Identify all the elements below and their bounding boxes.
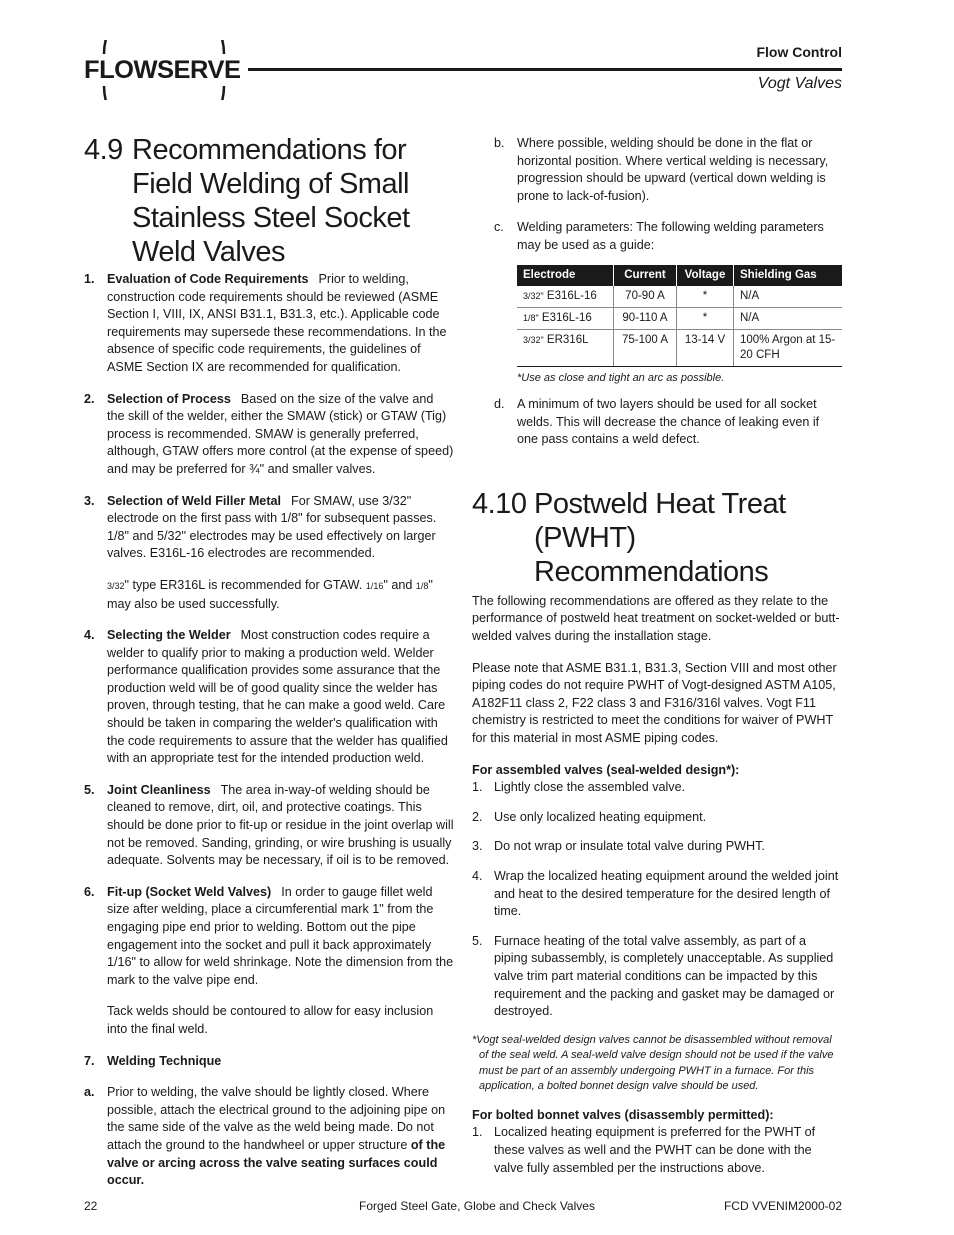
list-item: 3. Selection of Weld Filler Metal For SMAW, use 3/32" electrode on the first pass with 1/8" for subsequent passes. 1/8" and 5/32" electrodes may be used effectively on larger valves. E316L-16 electrodes are recommended.	[84, 493, 437, 561]
item-lead: Selecting the Welder	[107, 628, 231, 643]
item-text: Welding parameters: The following welding parameters may be used as a guide:	[517, 220, 824, 252]
item-text: Where possible, welding should be done in the flat or horizontal position. Where vertical welding is necessary, progression should be upward (vertical down welding is prone to lack-of-fusion).	[517, 136, 829, 203]
cell-electrode: 3/32" ER316L	[517, 329, 614, 366]
col-header-electrode: Electrode	[517, 265, 614, 286]
section-title: Postweld Heat Treat (PWHT) Recommendations	[534, 487, 786, 588]
section-number: 4.10	[472, 487, 527, 520]
cell-electrode: 3/32" E316L-16	[517, 286, 614, 308]
cell-voltage: 13-14 V	[677, 329, 734, 366]
item-text: The area in-way-of welding should be cleaned to remove, dirt, oil, and protective coatings. This should be done prior to fit-up or residue in the joint overlap will not be removed. Sanding, grinding, or wire brushing is usually adequate. Solvents may be necessary, if oil is to be removed.	[107, 782, 454, 868]
cell-gas: 100% Argon at 15-20 CFH	[734, 329, 843, 366]
company-tag: Flow Control	[756, 44, 842, 60]
section-heading-4-10	[472, 487, 842, 589]
table-note: *Use as close and tight an arc as possible.	[517, 371, 725, 384]
item-lead: Selection of Process	[107, 391, 231, 406]
item-text: Based on the size of the valve and the skill of the welder, either the SMAW (stick) or GTAW (Tig) process is recommended. SMAW is generally preferred, although, GTAW offers more control (at the expense of speed) and may be preferred for ¾" and smaller valves.	[107, 391, 454, 476]
cell-voltage: *	[677, 307, 734, 329]
section-number: 4.9	[84, 134, 123, 166]
list-item: 1. Evaluation of Code Requirements Prior to welding, construction code requirements should be reviewed (ASME Section I, VIII, IX, ANSI B31.1, B31.3, etc.). Applicable code requirements may supersede these recommendations. In the absence of specific code requirements, the guidelines of ASME Section IX are recommended for qualification.	[84, 272, 447, 374]
assembled-heading: For assembled valves (seal-welded design*):	[472, 762, 740, 777]
item-continuation: Tack welds should be contoured to allow for easy inclusion into the final weld.	[107, 1004, 434, 1036]
item-text: Most construction codes require a welder to qualify prior to making a production weld. Welder performance qualification provides some assurance that the production weld will be of good quality since the welder has proven, through testing, that he can make a good weld. Care should be taken in comparing the welder's qualification with the code requirements to assure that the welder has qualified with an appropriate test for the intended production weld.	[107, 628, 448, 766]
footnote: *Vogt seal-welded design valves cannot be disassembled without removal of the seal weld. A seal-weld valve design should not be used if the valve must be part of an assembly undergoing PWHT in a furnace. For this application, a bolted bonnet design valve should be used.	[472, 1033, 834, 1093]
item-text: Prior to welding, the valve should be lightly closed. Where possible, attach the electrical ground to the adjoining pipe on the same side of the valve as the weld being made. Do not attach the ground to the handwheel or upper structure	[107, 1085, 446, 1152]
table-row	[517, 307, 842, 329]
paragraph: Please note that ASME B31.1, B31.3, Section VIII and most other piping codes do not require PWHT of Vogt-designed ASTM A105, A182F11 class 2, F22 class 3 and F316/316l valves. Vogt F11 chemistry is restricted to meet the conditions for waiver of PWHT for this material in most ASME piping codes.	[472, 660, 837, 745]
list-item: 7. Welding Technique	[84, 1053, 222, 1068]
cell-voltage: *	[677, 286, 734, 308]
item-lead: Evaluation of Code Requirements	[107, 272, 309, 286]
welding-parameters-table	[517, 265, 842, 367]
list-item: 2. Selection of Process Based on the size of the valve and the skill of the welder, either the SMAW (stick) or GTAW (Tig) process is recommended. SMAW is generally preferred, although, GTAW offers more control (at the expense of speed) and may be preferred for ¾" and smaller valves.	[84, 391, 454, 476]
header-rule	[248, 68, 842, 71]
sub-item-c: c. Welding parameters: The following welding parameters may be used as a guide:	[494, 220, 824, 252]
list-item: 2. Use only localized heating equipment.	[472, 809, 707, 824]
table-row	[517, 286, 842, 308]
right-column	[472, 135, 842, 1177]
list-item: 1. Localized heating equipment is preferred for the PWHT of these valves as well and the PWHT can be done with the valve fully assembled per the instructions above.	[472, 1125, 816, 1175]
section-title: Recommendations for Field Welding of Small Stainless Steel Socket Weld Valves	[132, 134, 410, 268]
section-heading-4-9	[84, 133, 454, 269]
sub-item-b: b. Where possible, welding should be done in the flat or horizontal position. Where vertical welding is necessary, progression should be upward (vertical down welding is prone to lack-of-fusion).	[494, 136, 829, 203]
item-lead: Welding Technique	[107, 1053, 222, 1068]
col-header-voltage: Voltage	[677, 265, 734, 286]
sub-item-a: a. Prior to welding, the valve should be lightly closed. Where possible, attach the electrical ground to the adjoining pipe on the same side of the valve as the weld being made. Do not attach the ground to the handwheel or upper structure of the valve or arcing across the valve seating surfaces could occur.	[84, 1085, 446, 1188]
item-text: A minimum of two layers should be used for all socket welds. This will decrease the chance of leaking even if one pass contains a weld defect.	[517, 397, 820, 447]
doc-code: FCD VVENIM2000-02	[723, 1199, 842, 1213]
col-header-shielding-gas: Shielding Gas	[734, 265, 843, 286]
list-item: 5. Joint Cleanliness The area in-way-of welding should be cleaned to remove, dirt, oil, and protective coatings. This should be done prior to fit-up or residue in the joint overlap will not be removed. Sanding, grinding, or wire brushing is usually adequate. Solvents may be necessary, if oil is to be removed.	[84, 782, 454, 868]
item-lead: Selection of Weld Filler Metal	[107, 493, 282, 508]
item-continuation: 3/32" type ER316L is recommended for GTAW. 1/16" and 1/8" may also be used successfully.	[107, 577, 433, 611]
list-item: 5. Furnace heating of the total valve assembly, as part of a piping subassembly, is completely unacceptable. As supplied valve trim part material conditions can be impacted by this requirement and the packing and gasket may be damaged or destroyed.	[472, 933, 835, 1019]
list-item: 4. Wrap the localized heating equipment around the welded joint and heat to the desired temperature for the desired length of time.	[472, 868, 839, 919]
list-item: 6. Fit-up (Socket Weld Valves) In order to gauge fillet weld size after welding, place a circumferential mark 1" from the engaging pipe end prior to welding. Bottom out the pipe engagement into the socket and pull it back approximately 1/16" to allow for weld shrinkage. Note the dimension from the mark to the valve pipe end.	[84, 884, 454, 987]
item-lead: Fit-up (Socket Weld Valves)	[107, 884, 272, 899]
left-column	[84, 133, 454, 1190]
col-header-current: Current	[614, 265, 677, 286]
item-warning: of the valve or arcing across the valve seating surfaces could occur.	[107, 1137, 446, 1188]
cell-current: 70-90 A	[614, 286, 677, 308]
cell-current: 90-110 A	[614, 307, 677, 329]
logo-wordmark: FLOWSERVE	[84, 56, 241, 84]
page-number: 22	[84, 1199, 98, 1213]
item-text: For SMAW, use 3/32" electrode on the first pass with 1/8" for subsequent passes. 1/8" and 5/32" electrodes may be used effectively on larger valves. E316L-16 electrodes are recommended.	[107, 493, 437, 561]
list-item: 1. Lightly close the assembled valve.	[472, 780, 686, 795]
footer-title: Forged Steel Gate, Globe and Check Valves	[359, 1199, 595, 1213]
list-item: 4. Selecting the Welder Most construction codes require a welder to qualify prior to making a production weld. Welder performance qualification provides some assurance that the production weld will be of good quality since the welder has proven, through testing, that he can make a good weld. Care should be taken in comparing the welder's qualification with the code requirements to assure that the welder has qualified with an appropriate test for the intended production weld.	[84, 628, 448, 766]
cell-gas: N/A	[734, 307, 843, 329]
sub-item-d: d. A minimum of two layers should be used for all socket welds. This will decrease the chance of leaking even if one pass contains a weld defect.	[494, 397, 820, 447]
table-row	[517, 329, 842, 366]
list-item: 3. Do not wrap or insulate total valve during PWHT.	[472, 839, 765, 854]
item-lead: Joint Cleanliness	[107, 782, 211, 797]
cell-gas: N/A	[734, 286, 843, 308]
product-tag: Vogt Valves	[757, 75, 842, 92]
cell-current: 75-100 A	[614, 329, 677, 366]
flowserve-logo	[84, 40, 244, 100]
item-text: In order to gauge fillet weld size after welding, place a circumferential mark 1" from the engaging pipe end prior to welding. Bottom out the pipe engagement into the socket and pull it back approximately 1/16" to allow for weld shrinkage. Note the dimension from the mark to the valve pipe end.	[107, 884, 454, 987]
cell-electrode: 1/8" E316L-16	[517, 307, 614, 329]
bolted-heading: For bolted bonnet valves (disassembly permitted):	[472, 1107, 774, 1122]
paragraph: The following recommendations are offered as they relate to the performance of postweld heat treatment on socket-welded or butt-welded valves during the installation stage.	[472, 593, 840, 644]
item-text: Prior to welding, construction code requirements should be reviewed (ASME Section I, VIII, IX, ANSI B31.1, B31.3, etc.). Applicable code requirements may supersede these recommendations. In the absence of specific code requirements, the guidelines of ASME Section IX are recommended for qualification.	[107, 272, 447, 374]
